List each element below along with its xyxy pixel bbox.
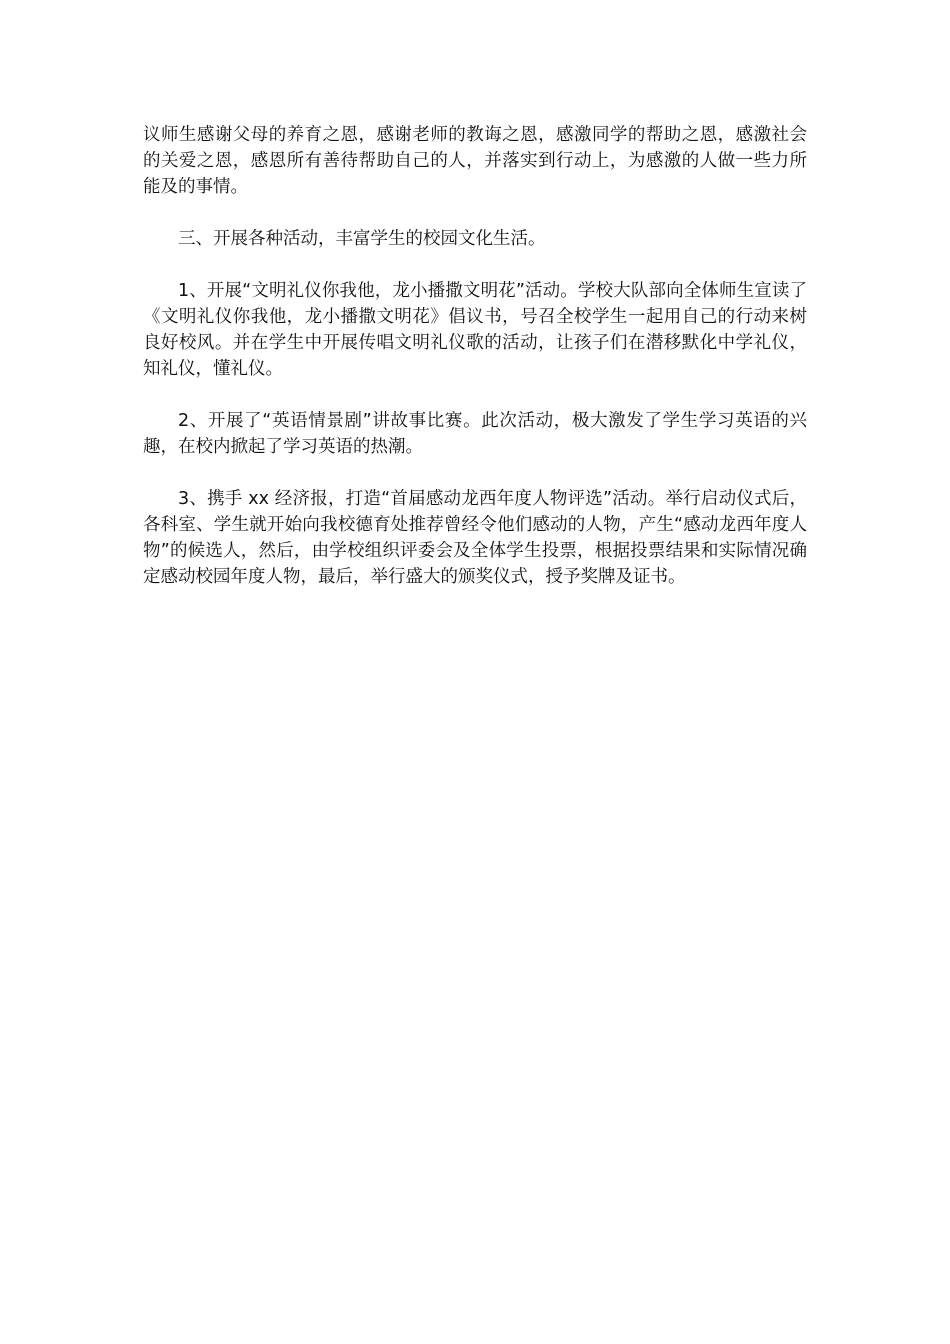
- paragraph-item-1: 1、开展“文明礼仪你我他，龙小播撒文明花”活动。学校大队部向全体师生宣读了《文明礼仪你我他，龙小播撒文明花》倡议书，号召全校学生一起用自己的行动来树良好校风。并在学生中开展传唱文明礼仪歌的活动，让孩子们在潜移默化中学礼仪，知礼仪，懂礼仪。: [143, 281, 807, 379]
- paragraph-item-2: 2、开展了“英语情景剧”讲故事比赛。此次活动，极大激发了学生学习英语的兴趣，在校内掀起了学习英语的热潮。: [143, 411, 807, 457]
- paragraph-continuation: 议师生感谢父母的养育之恩，感谢老师的教诲之恩，感激同学的帮助之恩，感激社会的关爱之恩，感恩所有善待帮助自己的人，并落实到行动上，为感激的人做一些力所能及的事情。: [143, 125, 807, 197]
- document-body: [143, 122, 807, 616]
- section-heading-3: 三、开展各种活动，丰富学生的校园文化生活。: [178, 229, 546, 249]
- paragraph-item-3: 3、携手 xx 经济报，打造“首届感动龙西年度人物评选”活动。举行启动仪式后，各科室、学生就开始向我校德育处推荐曾经令他们感动的人物，产生“感动龙西年度人物”的候选人，然后，由学校组织评委会及全体学生投票，根据投票结果和实际情况确定感动校园年度人物，最后，举行盛大的颁奖仪式，授予奖牌及证书。: [143, 489, 807, 587]
